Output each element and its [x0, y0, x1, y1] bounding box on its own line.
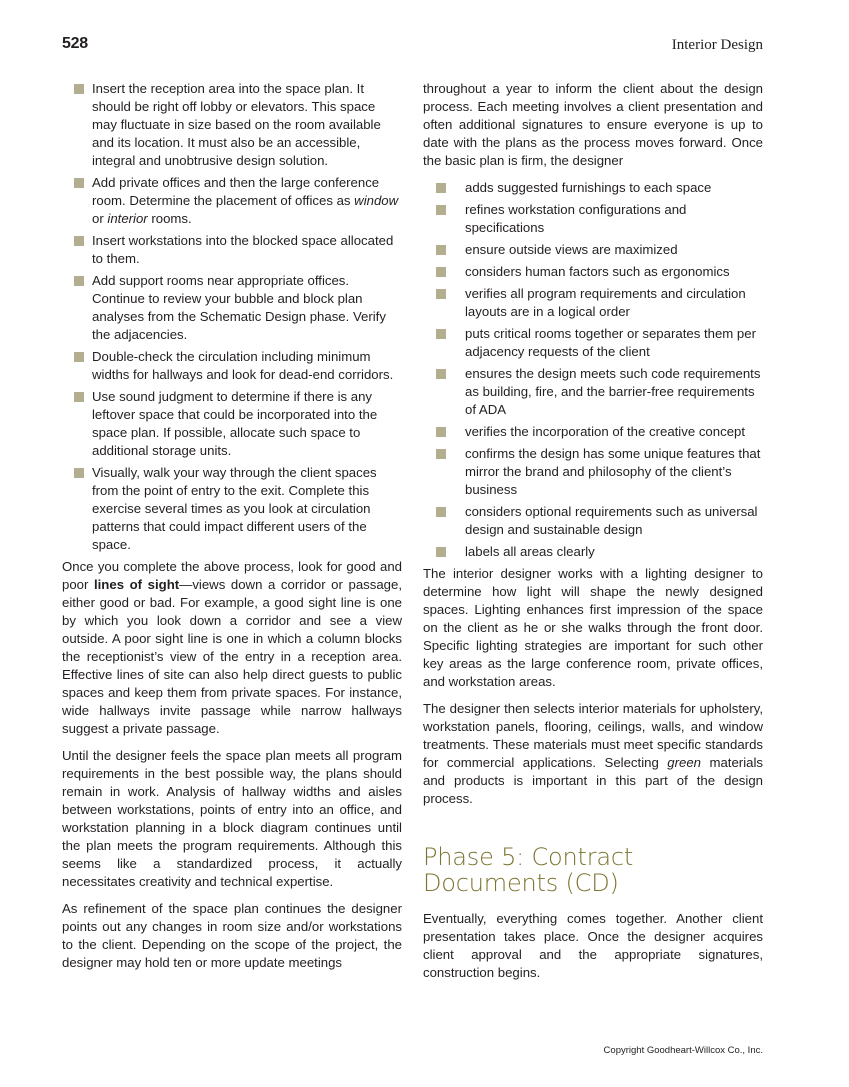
list-item — [62, 80, 402, 170]
list-item-text: ensures the design meets such code requirements as building, fire, and the barrier-free requirements of ADA — [465, 366, 761, 417]
italic-term: window — [354, 193, 399, 208]
list-item — [436, 285, 763, 321]
lighting-paragraph: The interior designer works with a lighting designer to determine how light will shape the newly designed spaces. Lighting enhances first impression of the space on the client as he or she walks through the front door. Specific lighting strategies are important for such other key areas as the large conference room, private offices, and workstation areas. — [423, 566, 763, 689]
list-item — [436, 365, 763, 419]
list-item — [436, 543, 763, 561]
square-bullet-icon — [436, 267, 446, 277]
designer-tasks-list — [436, 179, 763, 561]
refinement-paragraph: As refinement of the space plan continues the designer points out any changes in room size and/or workstations to the client. Depending on the scope of the project, the designer may hold ten or more update meetings — [62, 901, 402, 970]
square-bullet-icon — [436, 289, 446, 299]
list-item — [62, 174, 402, 228]
list-item — [436, 179, 763, 197]
square-bullet-icon — [436, 205, 446, 215]
square-bullet-icon — [74, 236, 84, 246]
square-bullet-icon — [436, 245, 446, 255]
list-item-text: considers optional requirements such as universal design and sustainable design — [465, 504, 758, 537]
list-item-text: puts critical rooms together or separates them per adjacency requests of the client — [465, 326, 756, 359]
square-bullet-icon — [436, 449, 446, 459]
list-item-text: refines workstation configurations and specifications — [465, 202, 687, 235]
lines-of-sight-paragraph — [62, 558, 402, 738]
square-bullet-icon — [436, 427, 446, 437]
list-item — [436, 503, 763, 539]
paragraph-text: —views down a corridor or passage, either good or bad. For example, a good sight line is one by which you look down a corridor and see a view outside. A poor sight line is one in which a column blocks the receptionist’s view of the entry in a reception area. Effective lines of site can also help direct guests to public spaces and keep them from private spaces. For instance, wide hallways invite passage while narrow hallways suggest a private passage. — [62, 577, 403, 736]
list-item-text: Add support rooms near appropriate offices. Continue to review your bubble and block plan analyses from the Schematic Design phase. Verify the adjacencies. — [92, 273, 386, 342]
list-item-text: Add private offices and then the large conference room. Determine the placement of offices as — [92, 175, 380, 208]
right-column — [423, 80, 763, 991]
list-item — [62, 232, 402, 268]
paragraph-text: Once you complete the above process, look for good and poor — [62, 559, 402, 592]
list-item — [436, 325, 763, 361]
materials-paragraph — [423, 700, 763, 808]
paragraph-text: materials and products is important in this part of the design process. — [423, 755, 763, 806]
list-item — [436, 263, 763, 281]
square-bullet-icon — [74, 276, 84, 286]
list-item — [62, 348, 402, 384]
until-paragraph: Until the designer feels the space plan meets all program requirements in the best possible way, the plans should remain in work. Analysis of hallway widths and aisles between workstations, points of entry into an office, and workstation planning in a block diagram continues until the plan meets the program requirements. Although this seems like a standardized process, it actually necessitates creativity and technical expertise. — [62, 748, 402, 889]
list-item-text: verifies all program requirements and circulation layouts are in a logical order — [465, 286, 746, 319]
list-item-text: Insert the reception area into the space plan. It should be right off lobby or elevators. This space may fluctuate in size based on the room available and its location. It must also be an accessible, integral and unobtrusive design solution. — [92, 81, 381, 168]
list-item — [62, 464, 402, 554]
square-bullet-icon — [436, 183, 446, 193]
page-number: 528 — [62, 35, 88, 52]
paragraph-text: The designer then selects interior materials for upholstery, workstation panels, flooring, ceilings, walls, and window treatments. These materials must meet specific standards for commercial applications. Selecting — [423, 701, 763, 770]
list-item-text: rooms. — [147, 211, 192, 226]
list-item — [62, 388, 402, 460]
square-bullet-icon — [74, 178, 84, 188]
key-term: lines of sight — [93, 577, 180, 592]
list-item — [436, 445, 763, 499]
running-head: Interior Design — [671, 37, 763, 53]
section-heading: Phase 5: Contract Documents (CD) — [423, 843, 634, 897]
list-item-text: or — [92, 211, 108, 226]
list-item-text: Insert workstations into the blocked space allocated to them. — [92, 233, 394, 266]
space-plan-steps-list — [62, 80, 402, 554]
italic-term: green — [667, 755, 702, 770]
square-bullet-icon — [436, 507, 446, 517]
list-item — [62, 272, 402, 344]
list-item-text: Double-check the circulation including minimum widths for hallways and look for dead-end corridors. — [92, 349, 394, 382]
square-bullet-icon — [436, 369, 446, 379]
list-item-text: Visually, walk your way through the client spaces from the point of entry to the exit. Complete this exercise several times as you look at circulation patterns that could impact different users of the space. — [92, 465, 377, 552]
list-item-text: labels all areas clearly — [465, 544, 595, 559]
continued-paragraph: throughout a year to inform the client about the design process. Each meeting involves a client presentation and often additional signatures to ensure everyone is up to date with the plans as the process moves forward. Once the basic plan is firm, the designer — [423, 81, 763, 168]
list-item-text: Use sound judgment to determine if there is any leftover space that could be incorporated into the space plan. If possible, allocate such space to additional storage units. — [92, 389, 378, 458]
square-bullet-icon — [436, 329, 446, 339]
eventually-paragraph: Eventually, everything comes together. Another client presentation takes place. Once the designer acquires client approval and the appropriate signatures, construction begins. — [423, 911, 763, 980]
list-item-text: verifies the incorporation of the creative concept — [465, 424, 746, 439]
square-bullet-icon — [74, 392, 84, 402]
list-item — [436, 423, 763, 441]
left-column — [62, 80, 402, 981]
list-item — [436, 201, 763, 237]
square-bullet-icon — [74, 468, 84, 478]
list-item-text: considers human factors such as ergonomics — [465, 264, 730, 279]
square-bullet-icon — [74, 352, 84, 362]
copyright-footer: Copyright Goodheart-Willcox Co., Inc. — [603, 1045, 763, 1056]
list-item-text: confirms the design has some unique features that mirror the brand and philosophy of the client’s business — [465, 446, 761, 497]
list-item-text: adds suggested furnishings to each space — [465, 180, 712, 195]
square-bullet-icon — [436, 547, 446, 557]
list-item — [436, 241, 763, 259]
italic-term: interior — [107, 211, 148, 226]
square-bullet-icon — [74, 84, 84, 94]
list-item-text: ensure outside views are maximized — [465, 242, 678, 257]
